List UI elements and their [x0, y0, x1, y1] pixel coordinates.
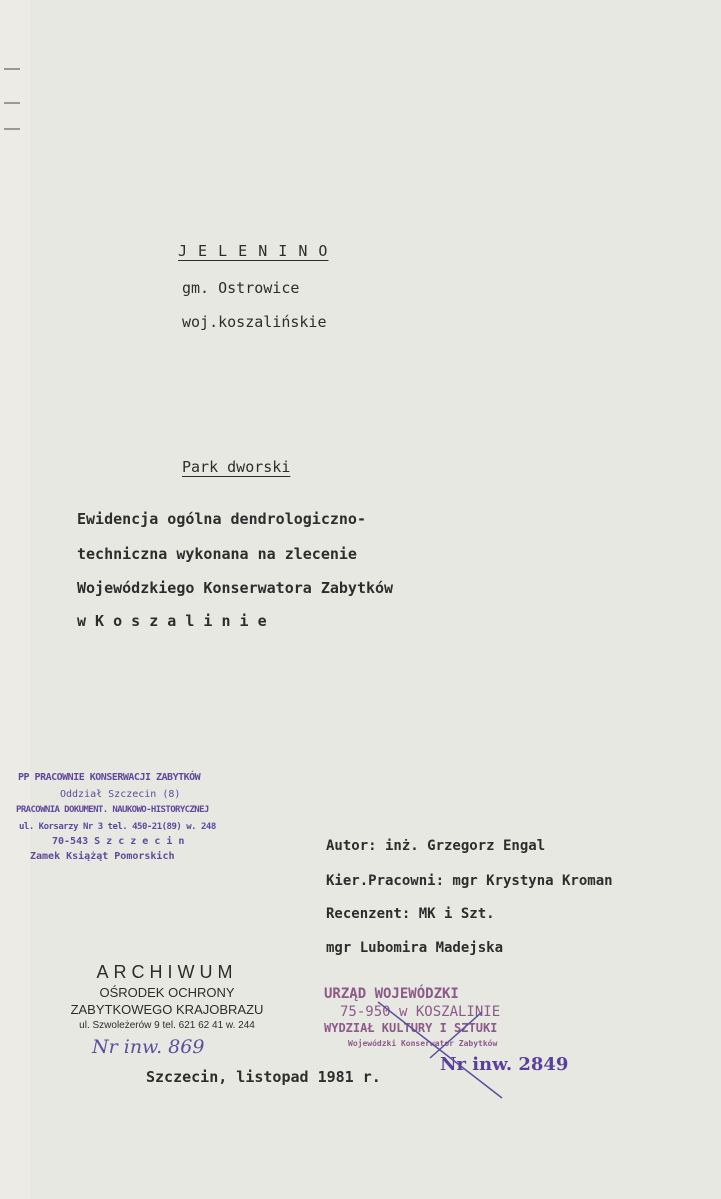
place-and-date: Szczecin, listopad 1981 r.	[146, 1068, 381, 1086]
cross-out-stroke	[370, 1000, 510, 1105]
place-name: J E L E N I N O	[178, 242, 329, 260]
urzad-line: URZĄD WOJEWÓDZKI	[324, 986, 459, 1002]
archive-title: ARCHIWUM	[96, 962, 238, 982]
urzad-line: WYDZIAŁ KULTURY I SZTUKI	[324, 1021, 498, 1035]
urzad-line: 75-950 w KOSZALINIE	[340, 1004, 501, 1020]
description-line: Wojewódzkiego Konserwatora Zabytków	[77, 579, 394, 597]
binding-edge	[0, 0, 31, 1199]
description-line: techniczna wykonana na zlecenie	[77, 545, 357, 563]
archive-inventory: Nr inw. 869	[92, 1036, 205, 1058]
park-title: Park dworski	[182, 458, 291, 476]
stamp-line: PRACOWNIA DOKUMENT. NAUKOWO-HISTORYCZNEJ	[16, 805, 209, 815]
commune: gm. Ostrowice	[182, 279, 300, 297]
stamp-line: Zamek Książąt Pomorskich	[30, 851, 175, 862]
stamp-line: 70-543 S z c z e c i n	[52, 836, 185, 847]
voivodeship: woj.koszalińskie	[182, 313, 327, 331]
head-line: Kier.Pracowni: mgr Krystyna Kroman	[326, 873, 613, 889]
author-line: Autor: inż. Grzegorz Engal	[326, 838, 546, 854]
urzad-line: Wojewódzki Konserwator Zabytków	[348, 1039, 498, 1048]
reviewer-line: Recenzent: MK i Szt.	[326, 906, 495, 922]
stamp-line: ul. Korsarzy Nr 3 tel. 450-21(89) w. 248	[19, 822, 216, 832]
stamp-line: Oddział Szczecin (8)	[60, 789, 181, 800]
description-line: Ewidencja ogólna dendrologiczno-	[77, 510, 366, 528]
reviewer-name: mgr Lubomira Madejska	[326, 940, 504, 956]
archive-line: ZABYTKOWEGO KRAJOBRAZU	[70, 1002, 264, 1017]
stamp-line: PP PRACOWNIE KONSERWACJI ZABYTKÓW	[18, 772, 201, 783]
archive-address: ul. Szwoleżerów 9 tel. 621 62 41 w. 244	[79, 1020, 255, 1031]
archive-line: OŚRODEK OCHRONY	[99, 985, 235, 1000]
urzad-inventory: Nr inw. 2849	[440, 1054, 569, 1075]
description-line: w K o s z a l i n i e	[77, 612, 267, 630]
